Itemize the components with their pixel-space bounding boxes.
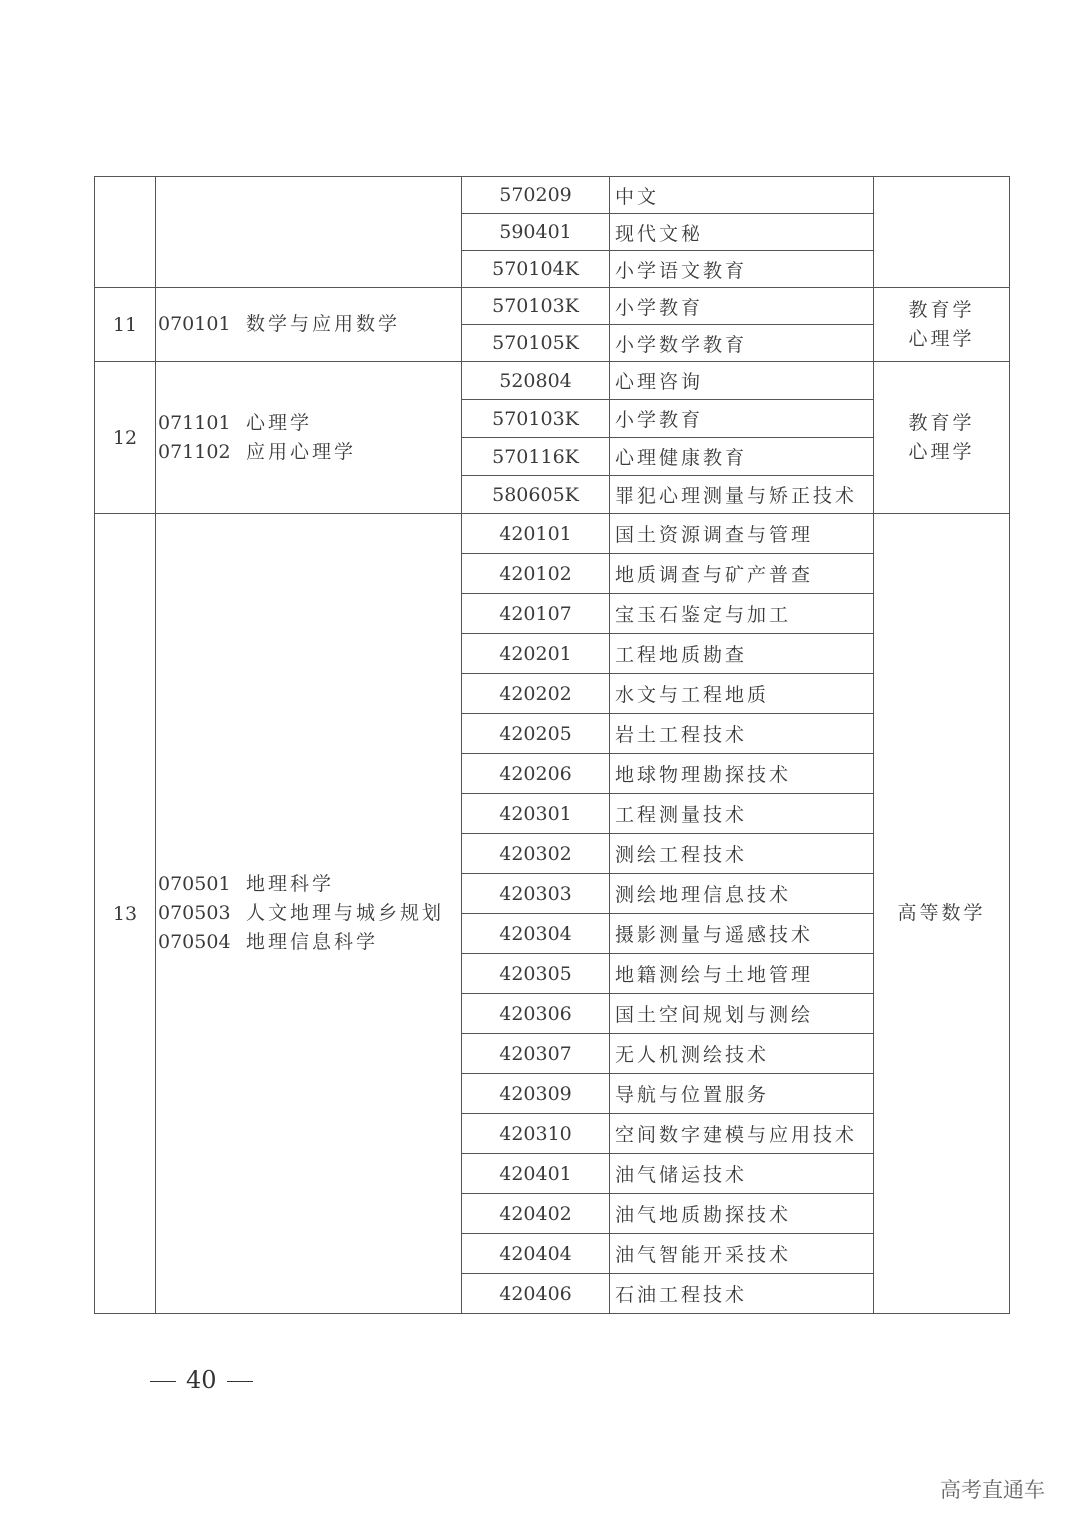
vocational-name: 地质调查与矿产普查 [610,554,874,594]
vocational-name: 心理咨询 [610,362,874,400]
page-number-text: 40 [186,1366,217,1394]
vocational-name: 油气储运技术 [610,1154,874,1194]
group-number-cell: 11 [95,288,156,362]
undergrad-major-cell [156,514,462,1314]
vocational-code: 570103K [462,288,610,325]
undergrad-major: 071102 应用心理学 [158,440,357,463]
vocational-code: 420402 [462,1194,610,1234]
vocational-code: 420310 [462,1114,610,1154]
vocational-code: 420101 [462,514,610,554]
dash-decoration [227,1381,253,1383]
vocational-code: 570209 [462,177,610,214]
vocational-code: 570116K [462,438,610,476]
exam-subjects-cell [874,514,1010,1314]
vocational-code: 420302 [462,834,610,874]
vocational-code: 420107 [462,594,610,634]
undergrad-major: 070101 数学与应用数学 [158,313,401,335]
vocational-code: 570103K [462,400,610,438]
vocational-code: 520804 [462,362,610,400]
undergrad-major-cell [156,288,462,362]
exam-subject: 教育学 [908,298,975,321]
vocational-name: 油气地质勘探技术 [610,1194,874,1234]
vocational-name: 无人机测绘技术 [610,1034,874,1074]
vocational-name: 国土空间规划与测绘 [610,994,874,1034]
vocational-name: 工程地质勘查 [610,634,874,674]
exam-subject: 高等数学 [897,902,986,924]
vocational-name: 心理健康教育 [610,438,874,476]
vocational-name: 小学教育 [610,288,874,325]
dash-decoration [150,1381,176,1383]
vocational-code: 420406 [462,1274,610,1314]
exam-subjects-cell [874,288,1010,362]
vocational-code: 420306 [462,994,610,1034]
vocational-code: 420305 [462,954,610,994]
vocational-name: 地球物理勘探技术 [610,754,874,794]
vocational-name: 工程测量技术 [610,794,874,834]
vocational-name: 地籍测绘与土地管理 [610,954,874,994]
vocational-code: 420303 [462,874,610,914]
undergrad-major: 070504 地理信息科学 [158,931,379,953]
vocational-name: 小学语文教育 [610,251,874,288]
vocational-name: 岩土工程技术 [610,714,874,754]
vocational-name: 导航与位置服务 [610,1074,874,1114]
vocational-name: 中文 [610,177,874,214]
table-row [95,177,1010,214]
vocational-name: 摄影测量与遥感技术 [610,914,874,954]
exam-subject: 教育学 [908,411,975,434]
undergrad-major-cell [156,362,462,514]
vocational-code: 590401 [462,214,610,251]
vocational-code: 420206 [462,754,610,794]
vocational-code: 420401 [462,1154,610,1194]
vocational-code: 420307 [462,1034,610,1074]
vocational-name: 罪犯心理测量与矫正技术 [610,476,874,514]
group-number-cell: 12 [95,362,156,514]
exam-subjects-cell [874,177,1010,288]
table-row [95,362,1010,400]
vocational-code: 420202 [462,674,610,714]
group-number-cell: 13 [95,514,156,1314]
table-row [95,288,1010,325]
exam-subjects-cell [874,362,1010,514]
undergrad-major-cell [156,177,462,288]
undergrad-major: 070501 地理科学 [158,873,335,895]
vocational-name: 空间数字建模与应用技术 [610,1114,874,1154]
table-row [95,514,1010,554]
vocational-name: 石油工程技术 [610,1274,874,1314]
vocational-name: 国土资源调查与管理 [610,514,874,554]
vocational-code: 420309 [462,1074,610,1114]
exam-subject: 心理学 [908,440,975,463]
vocational-name: 油气智能开采技术 [610,1234,874,1274]
vocational-name: 宝玉石鉴定与加工 [610,594,874,634]
undergrad-major: 071101 心理学 [158,411,313,434]
vocational-code: 420304 [462,914,610,954]
major-correspondence-table [94,176,1010,1314]
vocational-name: 小学教育 [610,400,874,438]
vocational-code: 420102 [462,554,610,594]
vocational-code: 420205 [462,714,610,754]
vocational-name: 水文与工程地质 [610,674,874,714]
vocational-code: 420201 [462,634,610,674]
vocational-name: 测绘工程技术 [610,834,874,874]
vocational-code: 420301 [462,794,610,834]
page-number [140,1366,263,1394]
vocational-code: 580605K [462,476,610,514]
undergrad-major: 070503 人文地理与城乡规划 [158,902,445,924]
vocational-name: 现代文秘 [610,214,874,251]
vocational-code: 570105K [462,325,610,362]
vocational-code: 420404 [462,1234,610,1274]
exam-subject: 心理学 [908,327,975,350]
vocational-code: 570104K [462,251,610,288]
group-number-cell [95,177,156,288]
vocational-name: 测绘地理信息技术 [610,874,874,914]
watermark: 高考直通车 [940,1478,1045,1502]
vocational-name: 小学数学教育 [610,325,874,362]
